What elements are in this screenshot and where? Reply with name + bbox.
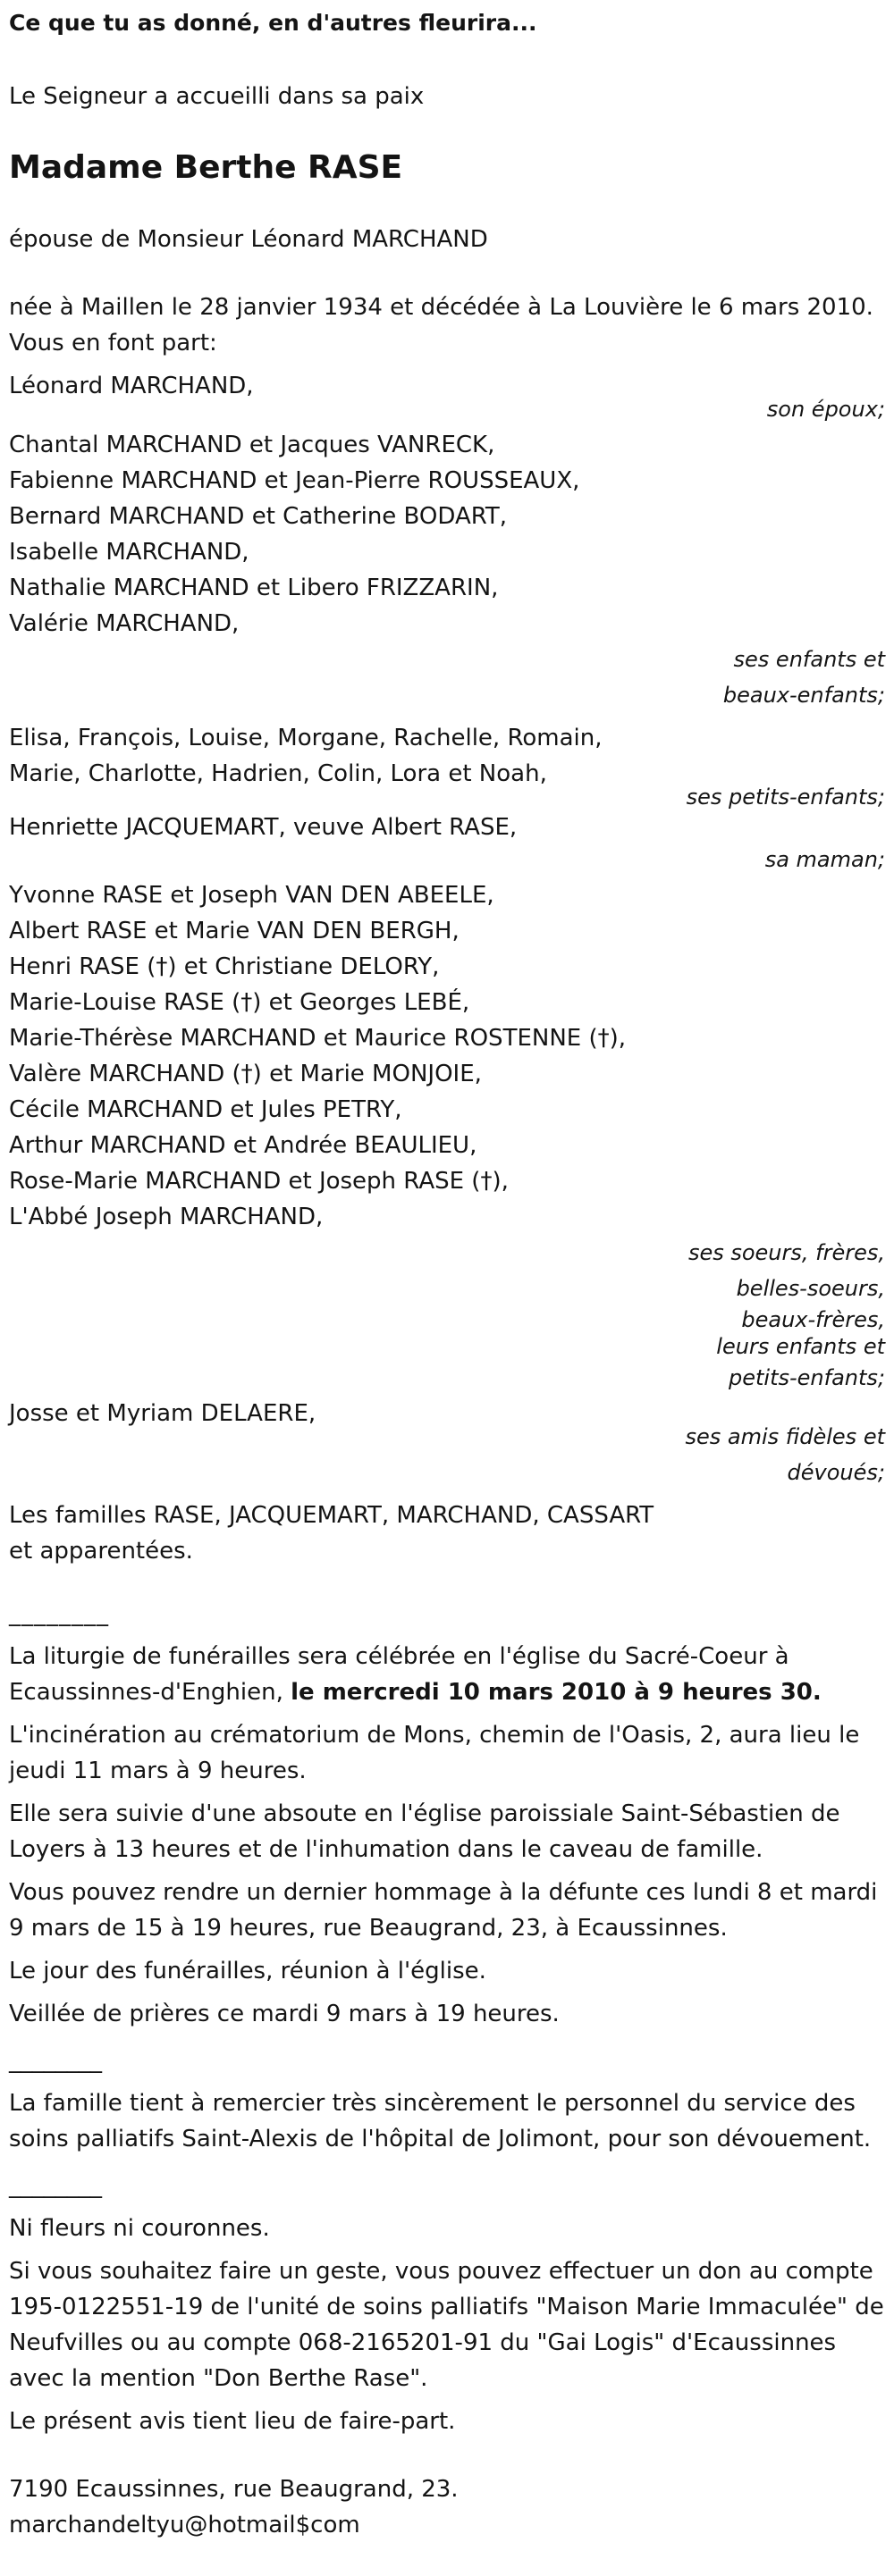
relation-line: leurs enfants et — [716, 1334, 885, 1359]
group-friends — [9, 1396, 885, 1490]
name-line: Henri RASE (†) et Christiane DELORY, — [9, 953, 440, 980]
relation-line: petits-enfants; — [729, 1365, 885, 1390]
separator: ________ — [9, 2172, 102, 2199]
relation-line: ses soeurs, frères, — [687, 1240, 885, 1265]
relation-line: ses amis fidèles et — [685, 1424, 885, 1449]
name-line: Bernard MARCHAND et Catherine BODART, — [9, 503, 508, 530]
name-line: Valère MARCHAND (†) et Marie MONJOIE, — [9, 1061, 482, 1087]
separator: ________ — [9, 2047, 102, 2074]
absoute-paragraph: Elle sera suivie d'une absoute en l'église paroissiale Saint-Sébastien de Loyers à 13 heures et de l'inhumation dans le caveau de famille. — [9, 1800, 840, 1863]
veillee-paragraph: Veillée de prières ce mardi 9 mars à 19 heures. — [9, 2001, 560, 2027]
name-line: Yvonne RASE et Joseph VAN DEN ABEELE, — [9, 882, 494, 909]
donation-paragraph: Si vous souhaitez faire un geste, vous pouvez effectuer un don au compte 195-0122551-19 de l'unité de soins palliatifs "Maison Marie Immaculée" de Neufvilles ou au compte 068-2165201-91 du "Gai Logis" d'Ecaussinnes avec la mention "Don Berthe Rase". — [9, 2258, 884, 2392]
email-line: marchandeltyu@hotmail$com — [9, 2512, 360, 2538]
group-children — [9, 427, 885, 713]
reunion-paragraph: Le jour des funérailles, réunion à l'église. — [9, 1958, 486, 1984]
name-line: Léonard MARCHAND, — [9, 373, 254, 399]
epigraph: Ce que tu as donné, en d'autres fleurira... — [9, 10, 537, 36]
name-line: Cécile MARCHAND et Jules PETRY, — [9, 1096, 402, 1123]
relation-line: ses enfants et — [733, 647, 885, 672]
cremation-paragraph: L'incinération au crématorium de Mons, chemin de l'Oasis, 2, aura lieu le jeudi 11 mars à 9 heures. — [9, 1722, 860, 1784]
thanks-paragraph: La famille tient à remercier très sincèrement le personnel du service des soins palliatifs Saint-Alexis de l'hôpital de Jolimont, pour son dévouement. — [9, 2090, 872, 2152]
notice-line: Le présent avis tient lieu de faire-part. — [9, 2408, 456, 2435]
birth-death-line: née à Maillen le 28 janvier 1934 et décédée à La Louvière le 6 mars 2010. — [9, 294, 873, 321]
name-line: Fabienne MARCHAND et Jean-Pierre ROUSSEAUX, — [9, 467, 580, 494]
name-line: Albert RASE et Marie VAN DEN BERGH, — [9, 918, 460, 944]
name-line: Chantal MARCHAND et Jacques VANRECK, — [9, 432, 495, 458]
families-line: et apparentées. — [9, 1538, 193, 1565]
group-husband — [9, 368, 885, 427]
obituary-notice — [9, 5, 885, 2543]
relation-line: ses petits-enfants; — [686, 785, 885, 810]
liturgy-date: le mercredi 10 mars 2010 à 9 heures 30. — [291, 1679, 822, 1706]
address-line: 7190 Ecaussinnes, rue Beaugrand, 23. — [9, 2476, 459, 2503]
relation-line: beaux-enfants; — [722, 683, 885, 708]
families-block — [9, 1498, 885, 1569]
group-siblings — [9, 877, 885, 1396]
liturgy-text: La liturgie de funérailles sera célébrée en l'église du Sacré-Coeur à Ecaussinnes-d'Enghien, — [9, 1643, 789, 1706]
relation-line: dévoués; — [787, 1460, 885, 1485]
name-line: Rose-Marie MARCHAND et Joseph RASE (†), — [9, 1168, 509, 1195]
spouse-line: épouse de Monsieur Léonard MARCHAND — [9, 226, 488, 253]
name-line: Arthur MARCHAND et Andrée BEAULIEU, — [9, 1132, 477, 1159]
name-line: Valérie MARCHAND, — [9, 610, 240, 637]
group-mother — [9, 810, 885, 877]
announce-line: Vous en font part: — [9, 330, 217, 357]
no-flowers-line: Ni fleurs ni couronnes. — [9, 2215, 270, 2242]
name-line: L'Abbé Joseph MARCHAND, — [9, 1204, 324, 1230]
relation-line: sa maman; — [764, 847, 885, 872]
group-grandchildren — [9, 720, 885, 815]
name-line: Marie-Thérèse MARCHAND et Maurice ROSTENNE (†), — [9, 1025, 627, 1052]
hommage-paragraph: Vous pouvez rendre un dernier hommage à la défunte ces lundi 8 et mardi 9 mars de 15 à 19 heures, rue Beaugrand, 23, à Ecaussinnes. — [9, 1879, 878, 1942]
name-line: Isabelle MARCHAND, — [9, 539, 249, 566]
liturgy-paragraph — [9, 1639, 885, 1710]
intro-line: Le Seigneur a accueilli dans sa paix — [9, 83, 425, 110]
deceased-name: Madame Berthe RASE — [9, 149, 403, 186]
name-line: Elisa, François, Louise, Morgane, Rachelle, Romain, — [9, 725, 603, 751]
separator: ________ — [9, 1600, 109, 1627]
relation-line: son époux; — [766, 397, 885, 422]
name-line: Henriette JACQUEMART, veuve Albert RASE, — [9, 814, 518, 841]
relation-line: beaux-frères, — [741, 1307, 885, 1332]
name-line: Nathalie MARCHAND et Libero FRIZZARIN, — [9, 575, 499, 601]
name-line: Marie, Charlotte, Hadrien, Colin, Lora et Noah, — [9, 760, 547, 787]
families-line: Les familles RASE, JACQUEMART, MARCHAND, CASSART — [9, 1502, 654, 1529]
name-line: Marie-Louise RASE (†) et Georges LEBÉ, — [9, 989, 470, 1016]
name-line: Josse et Myriam DELAERE, — [9, 1400, 316, 1427]
relation-line: belles-soeurs, — [736, 1276, 885, 1301]
